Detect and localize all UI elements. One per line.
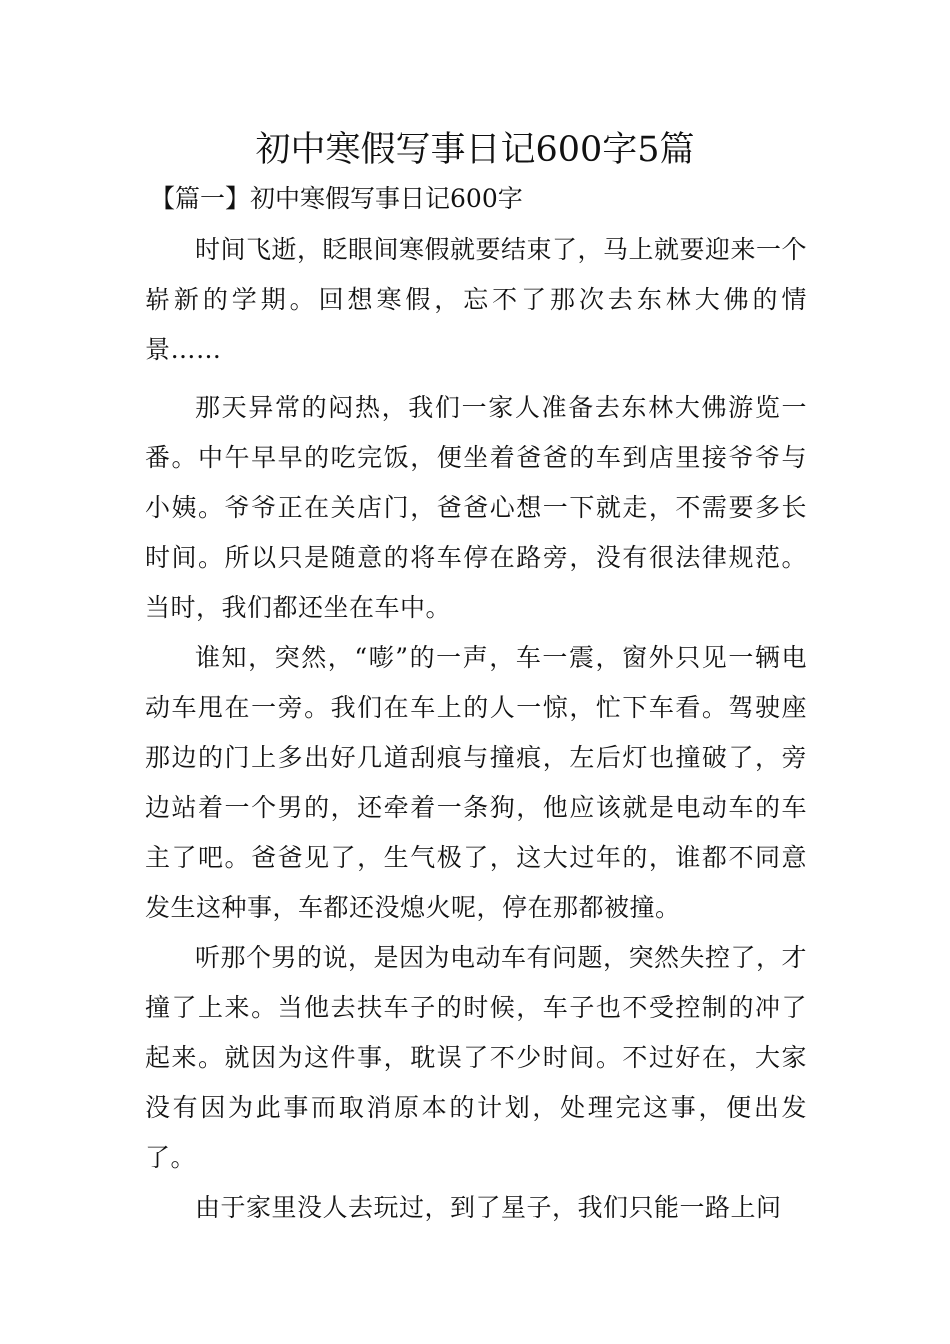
document-body bbox=[145, 225, 807, 1233]
document-title: 初中寒假写事日记600字5篇 bbox=[255, 130, 695, 170]
paragraph-4: 听那个男的说，是因为电动车有问题，突然失控了，才撞了上来。当他去扶车子的时候，车子也不受控制的冲了起来。就因为这件事，耽误了不少时间。不过好在，大家没有因为此事而取消原本的计划，处理完这事，便出发了。 bbox=[145, 943, 808, 1172]
paragraph-3: 谁知，突然，“嘭”的一声，车一震，窗外只见一辆电动车甩在一旁。我们在车上的人一惊，忙下车看。驾驶座那边的门上多出好几道刮痕与撞痕，左后灯也撞破了，旁边站着一个男的，还牵着一条狗，他应该就是电动车的车主了吧。爸爸见了，生气极了，这大过年的，谁都不同意发生这种事，车都还没熄火呢，停在那都被撞。 bbox=[145, 643, 807, 922]
paragraph-5: 由于家里没人去玩过，到了星子，我们只能一路上问 bbox=[195, 1193, 782, 1222]
paragraph-1: 时间飞逝，眨眼间寒假就要结束了，马上就要迎来一个崭新的学期。回想寒假，忘不了那次去东林大佛的情景…… bbox=[145, 235, 808, 364]
section-heading: 【篇一】初中寒假写事日记600字 bbox=[150, 184, 523, 213]
paragraph-2: 那天异常的闷热，我们一家人准备去东林大佛游览一番。中午早早的吃完饭，便坐着爸爸的车到店里接爷爷与小姨。爷爷正在关店门，爸爸心想一下就走，不需要多长时间。所以只是随意的将车停在路旁，没有很法律规范。当时，我们都还坐在车中。 bbox=[145, 393, 807, 622]
